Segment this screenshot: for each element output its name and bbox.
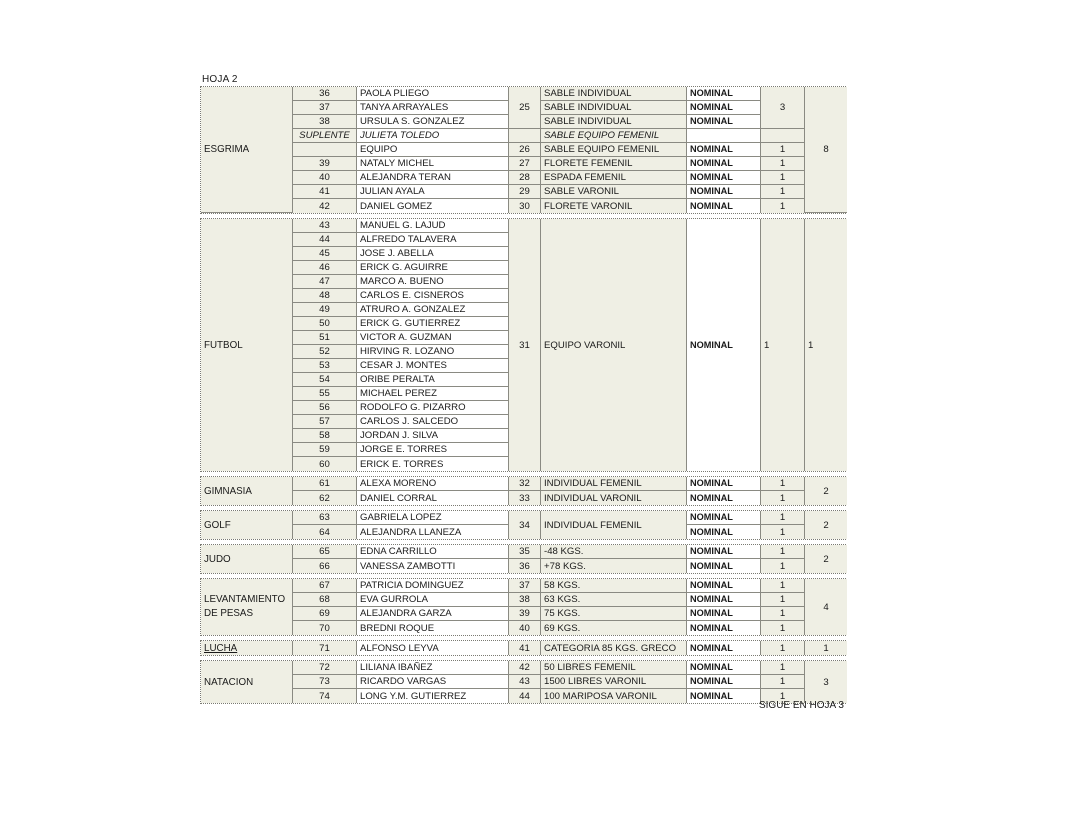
athlete-name: ALEJANDRA GARZA bbox=[356, 607, 508, 621]
sport-total: 4 bbox=[804, 579, 847, 635]
sport-total: 1 bbox=[804, 641, 847, 655]
athlete-name: RICARDO VARGAS bbox=[356, 675, 508, 689]
event-number: 37 bbox=[508, 579, 540, 593]
event-quantity: 1 bbox=[760, 607, 804, 621]
event-quantity: 1 bbox=[760, 545, 804, 559]
sport-total: 2 bbox=[804, 511, 847, 539]
sport-total: 2 bbox=[804, 545, 847, 573]
athlete-name: LONG Y.M. GUTIERREZ bbox=[356, 689, 508, 703]
entry-type: NOMINAL bbox=[686, 675, 760, 689]
athlete-number: 62 bbox=[292, 491, 356, 505]
athlete-number bbox=[292, 143, 356, 157]
event-quantity: 1 bbox=[760, 157, 804, 171]
event-quantity: 1 bbox=[760, 143, 804, 157]
player-name: ERICK E. TORRES bbox=[356, 457, 508, 471]
athlete-name: JULIETA TOLEDO bbox=[356, 129, 508, 143]
entry-type: NOMINAL bbox=[686, 661, 760, 675]
event-name: INDIVIDUAL FEMENIL bbox=[540, 511, 686, 539]
athlete-number: 36 bbox=[292, 87, 356, 101]
page-title: HOJA 2 bbox=[202, 74, 238, 85]
athlete-name: GABRIELA LOPEZ bbox=[356, 511, 508, 525]
entry-type: NOMINAL bbox=[686, 579, 760, 593]
event-name: SABLE EQUIPO FEMENIL bbox=[540, 143, 686, 157]
event-quantity: 1 bbox=[760, 661, 804, 675]
athlete-number: 66 bbox=[292, 559, 356, 573]
event-quantity: 1 bbox=[760, 199, 804, 213]
player-name: CARLOS J. SALCEDO bbox=[356, 415, 508, 429]
sport-total: 2 bbox=[804, 477, 847, 505]
player-name: ERICK G. GUTIERREZ bbox=[356, 317, 508, 331]
athlete-number: 67 bbox=[292, 579, 356, 593]
event-number: 40 bbox=[508, 621, 540, 635]
entry-type: NOMINAL bbox=[686, 607, 760, 621]
player-name: RODOLFO G. PIZARRO bbox=[356, 401, 508, 415]
athlete-number: 72 bbox=[292, 661, 356, 675]
event-number: 28 bbox=[508, 171, 540, 185]
player-number: 47 bbox=[292, 275, 356, 289]
event-quantity: 1 bbox=[760, 477, 804, 491]
event-quantity: 1 bbox=[760, 579, 804, 593]
sport-name bbox=[201, 579, 292, 635]
player-number: 48 bbox=[292, 289, 356, 303]
player-name: ERICK G. AGUIRRE bbox=[356, 261, 508, 275]
event-number: 25 bbox=[508, 87, 540, 129]
event-name: 75 KGS. bbox=[540, 607, 686, 621]
event-number: 27 bbox=[508, 157, 540, 171]
section-lucha bbox=[200, 640, 846, 656]
section-judo bbox=[200, 544, 846, 574]
entry-type: NOMINAL bbox=[686, 641, 760, 655]
athlete-number: 38 bbox=[292, 115, 356, 129]
player-number: 60 bbox=[292, 457, 356, 471]
player-name: ALFREDO TALAVERA bbox=[356, 233, 508, 247]
event-number: 34 bbox=[508, 511, 540, 539]
athlete-name: JULIAN AYALA bbox=[356, 185, 508, 199]
athlete-number: 68 bbox=[292, 593, 356, 607]
substitute-label: SUPLENTE bbox=[292, 129, 356, 143]
event-name: SABLE EQUIPO FEMENIL bbox=[540, 129, 686, 143]
entry-type: NOMINAL bbox=[686, 491, 760, 505]
player-name: MANUEL G. LAJUD bbox=[356, 219, 508, 233]
event-number: 33 bbox=[508, 491, 540, 505]
event-quantity: 1 bbox=[760, 219, 804, 471]
event-name: 69 KGS. bbox=[540, 621, 686, 635]
athlete-number: 73 bbox=[292, 675, 356, 689]
player-name: MICHAEL PEREZ bbox=[356, 387, 508, 401]
player-name: CESAR J. MONTES bbox=[356, 359, 508, 373]
event-quantity: 1 bbox=[760, 675, 804, 689]
player-number: 57 bbox=[292, 415, 356, 429]
event-number: 36 bbox=[508, 559, 540, 573]
event-quantity: 1 bbox=[760, 593, 804, 607]
event-name: INDIVIDUAL VARONIL bbox=[540, 491, 686, 505]
event-name: FLORETE VARONIL bbox=[540, 199, 686, 213]
event-quantity: 3 bbox=[760, 87, 804, 129]
continued-note: SIGUE EN HOJA 3 bbox=[758, 700, 844, 711]
event-name: SABLE INDIVIDUAL bbox=[540, 101, 686, 115]
athlete-number: 63 bbox=[292, 511, 356, 525]
event-name: SABLE INDIVIDUAL bbox=[540, 115, 686, 129]
sport-name: NATACION bbox=[201, 661, 292, 703]
event-name: +78 KGS. bbox=[540, 559, 686, 573]
athlete-number: 40 bbox=[292, 171, 356, 185]
athlete-number: 39 bbox=[292, 157, 356, 171]
athlete-name: DANIEL GOMEZ bbox=[356, 199, 508, 213]
event-name: 58 KGS. bbox=[540, 579, 686, 593]
sport-total: 3 bbox=[804, 661, 847, 703]
event-number: 44 bbox=[508, 689, 540, 703]
player-name: ATRURO A. GONZALEZ bbox=[356, 303, 508, 317]
player-name: ORIBE PERALTA bbox=[356, 373, 508, 387]
entry-type: NOMINAL bbox=[686, 157, 760, 171]
player-name: JOSE J. ABELLA bbox=[356, 247, 508, 261]
section-esgrima bbox=[200, 86, 846, 214]
sport-name: FUTBOL bbox=[201, 219, 292, 471]
event-name: SABLE INDIVIDUAL bbox=[540, 87, 686, 101]
entry-type: NOMINAL bbox=[686, 143, 760, 157]
event-name: CATEGORIA 85 KGS. GRECO bbox=[540, 641, 686, 655]
player-number: 49 bbox=[292, 303, 356, 317]
player-number: 43 bbox=[292, 219, 356, 233]
athlete-sheet bbox=[200, 86, 846, 708]
sport-name: JUDO bbox=[201, 545, 292, 573]
event-quantity: 1 bbox=[760, 511, 804, 525]
athlete-name: ALEXA MORENO bbox=[356, 477, 508, 491]
athlete-number: 41 bbox=[292, 185, 356, 199]
entry-type: NOMINAL bbox=[686, 545, 760, 559]
athlete-name: DANIEL CORRAL bbox=[356, 491, 508, 505]
player-name: VICTOR A. GUZMAN bbox=[356, 331, 508, 345]
player-number: 58 bbox=[292, 429, 356, 443]
event-quantity: 1 bbox=[760, 171, 804, 185]
athlete-name: ALEJANDRA LLANEZA bbox=[356, 525, 508, 539]
event-number: 30 bbox=[508, 199, 540, 213]
player-number: 46 bbox=[292, 261, 356, 275]
section-futbol bbox=[200, 218, 846, 472]
player-number: 53 bbox=[292, 359, 356, 373]
athlete-name: VANESSA ZAMBOTTI bbox=[356, 559, 508, 573]
event-number: 32 bbox=[508, 477, 540, 491]
entry-type: NOMINAL bbox=[686, 115, 760, 129]
athlete-number: 64 bbox=[292, 525, 356, 539]
event-quantity: 1 bbox=[760, 641, 804, 655]
event-number: 31 bbox=[508, 219, 540, 471]
event-quantity: 1 bbox=[760, 689, 804, 703]
player-number: 56 bbox=[292, 401, 356, 415]
athlete-name: PAOLA PLIEGO bbox=[356, 87, 508, 101]
sport-total: 1 bbox=[804, 219, 847, 471]
event-quantity: 1 bbox=[760, 525, 804, 539]
athlete-number: 37 bbox=[292, 101, 356, 115]
athlete-name: TANYA ARRAYALES bbox=[356, 101, 508, 115]
player-number: 59 bbox=[292, 443, 356, 457]
entry-type: NOMINAL bbox=[686, 559, 760, 573]
entry-type: NOMINAL bbox=[686, 199, 760, 213]
entry-type: NOMINAL bbox=[686, 171, 760, 185]
event-quantity: 1 bbox=[760, 621, 804, 635]
event-number: 39 bbox=[508, 607, 540, 621]
event-name: -48 KGS. bbox=[540, 545, 686, 559]
entry-type: NOMINAL bbox=[686, 593, 760, 607]
event-name: 1500 LIBRES VARONIL bbox=[540, 675, 686, 689]
athlete-name: BREDNI ROQUE bbox=[356, 621, 508, 635]
athlete-number: 65 bbox=[292, 545, 356, 559]
event-name: 63 KGS. bbox=[540, 593, 686, 607]
event-quantity bbox=[760, 129, 804, 143]
athlete-name: PATRICIA DOMINGUEZ bbox=[356, 579, 508, 593]
sport-name-line-2: DE PESAS bbox=[204, 608, 254, 619]
event-number: 26 bbox=[508, 143, 540, 157]
player-name: HIRVING R. LOZANO bbox=[356, 345, 508, 359]
sport-total: 8 bbox=[804, 87, 847, 213]
event-number: 43 bbox=[508, 675, 540, 689]
sport-name: LUCHA bbox=[201, 641, 292, 655]
player-number: 44 bbox=[292, 233, 356, 247]
athlete-name: EDNA CARRILLO bbox=[356, 545, 508, 559]
section-golf bbox=[200, 510, 846, 540]
section-gimnasia bbox=[200, 476, 846, 506]
entry-type: NOMINAL bbox=[686, 87, 760, 101]
event-name: FLORETE FEMENIL bbox=[540, 157, 686, 171]
event-name: INDIVIDUAL FEMENIL bbox=[540, 477, 686, 491]
player-name: JORGE E. TORRES bbox=[356, 443, 508, 457]
athlete-name: EVA GURROLA bbox=[356, 593, 508, 607]
entry-type: NOMINAL bbox=[686, 525, 760, 539]
event-name: EQUIPO VARONIL bbox=[540, 219, 686, 471]
athlete-number: 42 bbox=[292, 199, 356, 213]
event-number bbox=[508, 129, 540, 143]
event-number: 41 bbox=[508, 641, 540, 655]
sport-name: ESGRIMA bbox=[201, 87, 292, 213]
event-number: 38 bbox=[508, 593, 540, 607]
event-number: 42 bbox=[508, 661, 540, 675]
entry-type bbox=[686, 129, 760, 143]
entry-type: NOMINAL bbox=[686, 101, 760, 115]
player-number: 54 bbox=[292, 373, 356, 387]
athlete-number: 69 bbox=[292, 607, 356, 621]
player-number: 50 bbox=[292, 317, 356, 331]
athlete-name: ALEJANDRA TERAN bbox=[356, 171, 508, 185]
section-natacion bbox=[200, 660, 846, 704]
entry-type: NOMINAL bbox=[686, 185, 760, 199]
athlete-name: LILIANA IBAÑEZ bbox=[356, 661, 508, 675]
player-number: 45 bbox=[292, 247, 356, 261]
player-name: JORDAN J. SILVA bbox=[356, 429, 508, 443]
event-name: ESPADA FEMENIL bbox=[540, 171, 686, 185]
event-quantity: 1 bbox=[760, 185, 804, 199]
player-name: CARLOS E. CISNEROS bbox=[356, 289, 508, 303]
entry-type: NOMINAL bbox=[686, 477, 760, 491]
event-number: 29 bbox=[508, 185, 540, 199]
athlete-number: 74 bbox=[292, 689, 356, 703]
athlete-name: EQUIPO bbox=[356, 143, 508, 157]
player-number: 55 bbox=[292, 387, 356, 401]
entry-type: NOMINAL bbox=[686, 621, 760, 635]
sport-name: GOLF bbox=[201, 511, 292, 539]
athlete-name: ALFONSO LEYVA bbox=[356, 641, 508, 655]
section-levantamiento-de-pesas bbox=[200, 578, 846, 636]
event-name: SABLE VARONIL bbox=[540, 185, 686, 199]
event-quantity: 1 bbox=[760, 491, 804, 505]
athlete-number: 61 bbox=[292, 477, 356, 491]
entry-type: NOMINAL bbox=[686, 511, 760, 525]
event-name: 100 MARIPOSA VARONIL bbox=[540, 689, 686, 703]
athlete-name: NATALY MICHEL bbox=[356, 157, 508, 171]
player-number: 52 bbox=[292, 345, 356, 359]
event-number: 35 bbox=[508, 545, 540, 559]
athlete-number: 70 bbox=[292, 621, 356, 635]
event-name: 50 LIBRES FEMENIL bbox=[540, 661, 686, 675]
entry-type: NOMINAL bbox=[686, 219, 760, 471]
athlete-number: 71 bbox=[292, 641, 356, 655]
event-quantity: 1 bbox=[760, 559, 804, 573]
sport-name-line-1: LEVANTAMIENTO bbox=[204, 594, 286, 605]
entry-type: NOMINAL bbox=[686, 689, 760, 703]
athlete-name: URSULA S. GONZALEZ bbox=[356, 115, 508, 129]
player-number: 51 bbox=[292, 331, 356, 345]
player-name: MARCO A. BUENO bbox=[356, 275, 508, 289]
sport-name: GIMNASIA bbox=[201, 477, 292, 505]
